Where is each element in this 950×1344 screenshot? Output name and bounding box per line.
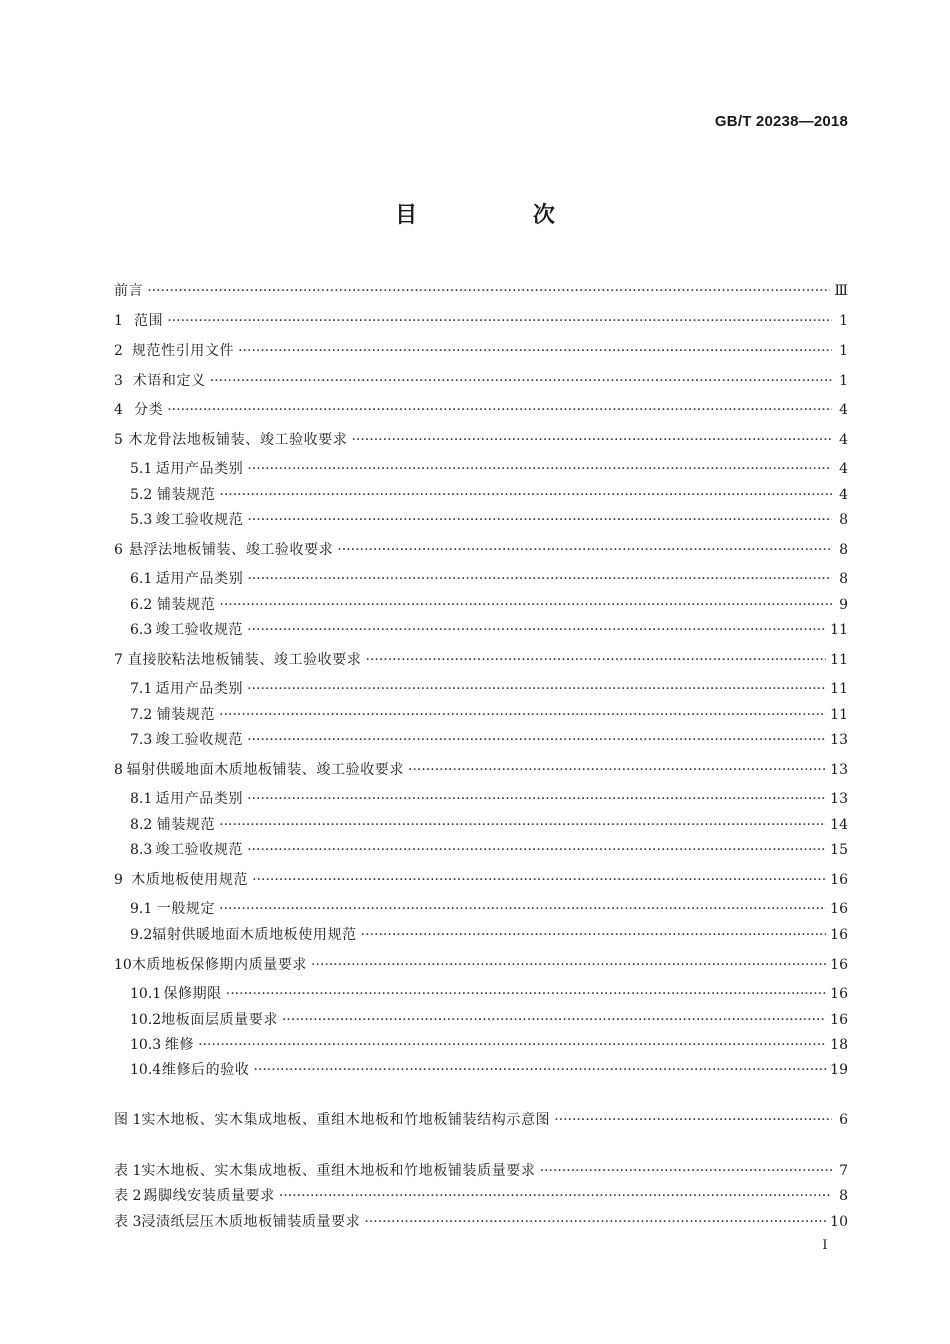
toc-entry-page: 11 [830,652,848,668]
toc-entry-page: 1 [839,313,848,329]
figure-entry-row[interactable] [114,1110,848,1130]
toc-entry-page: 16 [830,957,848,973]
toc-entry-number: 7.2 [130,707,153,723]
toc-entry-row[interactable] [114,341,848,361]
dot-leader [247,510,832,530]
toc-entry-page: 16 [830,927,848,943]
table-entry-page: 10 [830,1214,848,1230]
toc-entry-page: 4 [839,402,848,418]
toc-entry-row[interactable] [114,760,848,780]
figure-entry-page: 6 [839,1112,848,1128]
dot-leader [238,341,832,361]
toc-entry-number: 9.2 [130,927,153,943]
toc-entry-row[interactable] [130,679,848,699]
toc-entry-row[interactable] [130,620,848,640]
toc-entry-page: 11 [830,707,848,723]
dot-leader [554,1110,832,1130]
dot-leader [219,595,832,615]
toc-entry-number: 8.1 [130,791,153,807]
toc-entry-page: 13 [830,732,848,748]
toc-entry-row[interactable] [114,870,848,890]
toc-entry-page: 16 [830,872,848,888]
toc-entry-label: 一般规定 [156,901,216,917]
dot-leader [364,1212,826,1232]
toc-entry-label: 木质地板保修期内质量要求 [131,957,308,973]
toc-entry-label: 适用产品类别 [155,681,244,697]
toc-entry-number: 5.1 [130,461,153,477]
toc-entry-label: 维修后的验收 [161,1062,250,1078]
table-entry-number: 表 1 [114,1163,142,1179]
table-entry-number: 表 3 [114,1214,142,1230]
toc-entry-label: 适用产品类别 [155,571,244,587]
table-entry-row[interactable] [114,1212,848,1232]
toc-entry-label: 规范性引用文件 [131,343,235,359]
table-entry-label: 踢脚线安装质量要求 [143,1188,275,1204]
toc-entry-number: 7.1 [130,681,153,697]
table-entry-label: 浸渍纸层压木质地板铺装质量要求 [141,1214,361,1230]
toc-entry-number: 9 [114,872,123,888]
dot-leader [219,485,832,505]
toc-entry-label: 悬浮法地板铺装、竣工验收要求 [128,542,334,558]
toc-entry-label: 竣工验收规范 [155,512,244,528]
toc-entry-label: 适用产品类别 [155,461,244,477]
figure-entry-number: 图 1 [114,1112,142,1128]
toc-entry-label: 竣工验收规范 [155,842,244,858]
toc-title: 目 次 [395,202,609,228]
dot-leader [219,899,826,919]
toc-entry-row[interactable] [130,1035,848,1055]
toc-entry-number: 10.1 [130,986,162,1002]
toc-entry-number: 10 [114,957,132,973]
toc-entry-number: 9.1 [130,901,153,917]
toc-entry-label: 木龙骨法地板铺装、竣工验收要求 [128,432,348,448]
dot-leader [210,371,832,391]
table-entry-page: 7 [839,1163,848,1179]
toc-entry-page: 11 [830,622,848,638]
toc-entry-number: 5.2 [130,487,153,503]
toc-entry-number: 4 [114,402,123,418]
toc-entry-row[interactable] [130,925,848,945]
toc-entry-row[interactable] [114,540,848,560]
toc-entry-row[interactable] [114,430,848,450]
toc-entry-row[interactable] [130,984,848,1004]
toc-entry-page: 1 [839,373,848,389]
dot-leader [198,1035,826,1055]
toc-entry-number: 6 [114,542,123,558]
toc-entry-page: 18 [830,1037,848,1053]
toc-entry-row[interactable] [114,650,848,670]
toc-entry-number: 2 [114,343,123,359]
toc-entry-label: 保修期限 [163,986,222,1002]
toc-entry-number: 10.2 [130,1012,162,1028]
toc-entry-row[interactable] [130,1060,848,1080]
toc-entry-page: 16 [830,901,848,917]
toc-entry-number: 7 [114,652,123,668]
toc-entry-label: 辐射供暖地面木质地板铺装、竣工验收要求 [126,762,404,778]
toc-entry-label: 铺装规范 [156,707,216,723]
dot-leader [337,540,832,560]
toc-entry-number: 8.2 [130,817,153,833]
toc-entry-number: 10.4 [130,1062,162,1078]
dot-leader [147,281,830,301]
dot-leader [247,459,832,479]
toc-entry-label: 适用产品类别 [155,791,244,807]
toc-entry-label: 术语和定义 [132,373,206,389]
figure-entry-label: 实木地板、实木集成地板、重组木地板和竹地板铺装结构示意图 [141,1112,551,1128]
toc-entry-label: 辐射供暖地面木质地板使用规范 [152,927,357,943]
toc-entry-row[interactable] [130,595,848,615]
toc-entry-row[interactable] [114,311,848,331]
toc-entry-label: 竣工验收规范 [155,622,244,638]
toc-entry-page: 13 [830,791,848,807]
toc-entry-number: 6.2 [130,597,153,613]
dot-leader [540,1161,832,1181]
toc-entry-number: 3 [114,373,123,389]
table-entry-page: 8 [839,1188,848,1204]
toc-entry-page: 8 [839,571,848,587]
toc-entry-number: 10.3 [130,1037,162,1053]
toc-entry-page: Ⅲ [834,283,848,299]
toc-entry-number: 6.3 [130,622,153,638]
table-entry-row[interactable] [114,1186,848,1206]
toc-entry-page: 19 [830,1062,848,1078]
toc-entry-number: 1 [114,313,123,329]
page-number: I [822,1238,828,1253]
toc-entry-label: 地板面层质量要求 [161,1012,278,1028]
toc-entry-row[interactable] [114,955,848,975]
dot-leader [282,1010,826,1030]
dot-leader [247,840,826,860]
dot-leader [167,400,832,420]
toc-entry-number: 7.3 [130,732,153,748]
dot-leader [279,1186,832,1206]
toc-entry-label: 前言 [114,283,144,299]
dot-leader [167,311,832,331]
dot-leader [219,815,826,835]
toc-entry-page: 4 [839,487,848,503]
toc-entry-row[interactable] [130,705,848,725]
dot-leader [247,620,826,640]
dot-leader [365,650,826,670]
toc-entry-row[interactable] [130,899,848,919]
toc-entry-label: 木质地板使用规范 [131,872,249,888]
toc-entry-page: 1 [839,343,848,359]
toc-entry-row[interactable] [114,400,848,420]
toc-entry-page: 13 [830,762,848,778]
toc-entry-label: 铺装规范 [156,817,216,833]
toc-entry-number: 6.1 [130,571,153,587]
dot-leader [247,569,832,589]
dot-leader [361,925,827,945]
toc-entry-page: 11 [830,681,848,697]
dot-leader [247,730,826,750]
toc-entry-page: 15 [830,842,848,858]
table-entry-row[interactable] [114,1161,848,1181]
toc-entry-label: 铺装规范 [156,597,216,613]
toc-entry-page: 8 [839,542,848,558]
toc-entry-page: 4 [839,461,848,477]
dot-leader [311,955,826,975]
toc-entry-number: 5.3 [130,512,153,528]
dot-leader [247,679,826,699]
dot-leader [253,1060,826,1080]
dot-leader [226,984,826,1004]
toc-entry-row[interactable] [130,1010,848,1030]
toc-entry-row[interactable] [130,730,848,750]
dot-leader [252,870,826,890]
table-entry-number: 表 2 [114,1188,142,1204]
toc-entry-row[interactable] [130,840,848,860]
toc-entry-label: 范围 [134,313,164,329]
toc-entry-label: 分类 [134,402,164,418]
toc-entry-page: 9 [839,597,848,613]
toc-entry-page: 8 [839,512,848,528]
toc-entry-row[interactable] [130,485,848,505]
toc-entry-label: 维修 [164,1037,195,1053]
table-of-contents [114,0,848,1344]
toc-entry-page: 14 [830,817,848,833]
table-entry-label: 实木地板、实木集成地板、重组木地板和竹地板铺装质量要求 [141,1163,536,1179]
toc-entry-row[interactable] [114,371,848,391]
toc-entry-page: 16 [830,986,848,1002]
toc-entry-number: 5 [114,432,123,448]
toc-entry-row[interactable] [114,281,848,301]
dot-leader [219,705,826,725]
dot-leader [408,760,826,780]
dot-leader [247,789,826,809]
toc-entry-page: 16 [830,1012,848,1028]
toc-entry-row[interactable] [130,510,848,530]
toc-entry-page: 4 [839,432,848,448]
toc-entry-row[interactable] [130,789,848,809]
dot-leader [351,430,832,450]
toc-entry-row[interactable] [130,569,848,589]
toc-entry-row[interactable] [130,815,848,835]
standard-code: GB/T 20238—2018 [714,113,848,130]
toc-entry-row[interactable] [130,459,848,479]
toc-entry-label: 竣工验收规范 [155,732,244,748]
toc-entry-label: 铺装规范 [156,487,216,503]
toc-entry-number: 8.3 [130,842,153,858]
toc-entry-label: 直接胶粘法地板铺装、竣工验收要求 [127,652,362,668]
toc-entry-number: 8 [114,762,123,778]
